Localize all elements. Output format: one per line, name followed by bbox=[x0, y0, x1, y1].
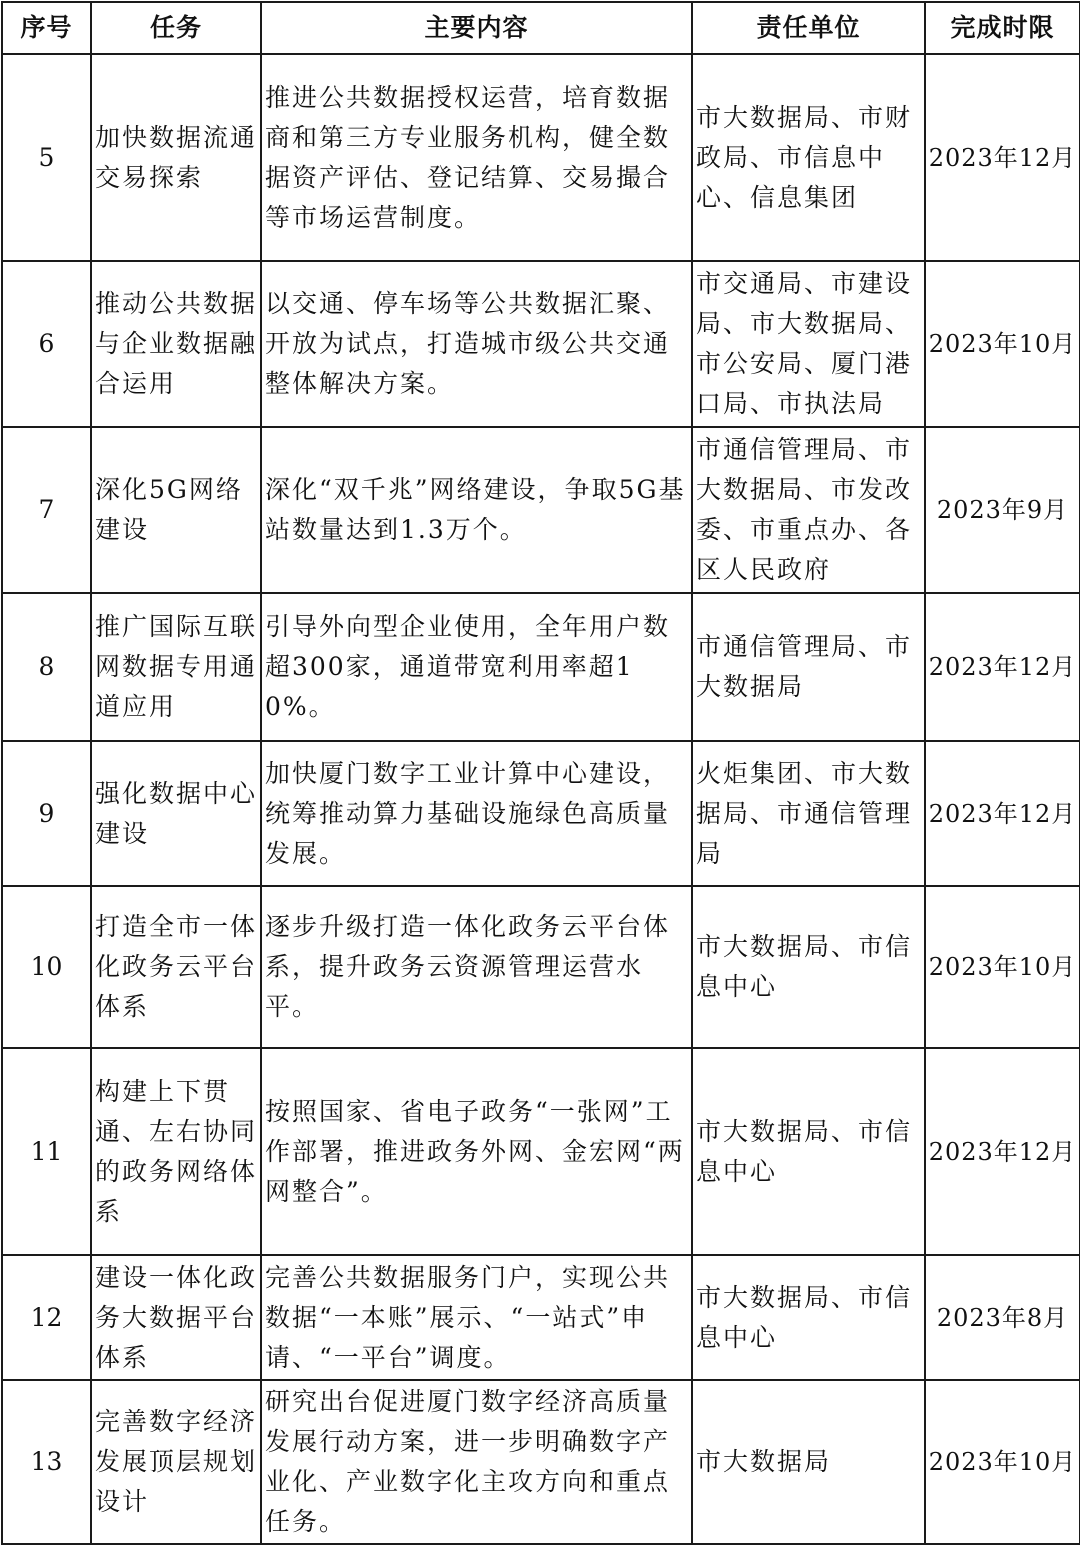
deadline-cell: 2023年9月 bbox=[925, 427, 1080, 593]
content-cell: 加快厦门数字工业计算中心建设，统筹推动算力基础设施绿色高质量发展。 bbox=[261, 741, 692, 886]
content-cell: 逐步升级打造一体化政务云平台体系，提升政务云资源管理运营水平。 bbox=[261, 886, 692, 1048]
task-cell: 深化5G网络建设 bbox=[91, 427, 261, 593]
deadline-cell: 2023年12月 bbox=[925, 741, 1080, 886]
task-cell: 构建上下贯通、左右协同的政务网络体系 bbox=[91, 1048, 261, 1255]
header-row bbox=[2, 2, 1080, 54]
table-row bbox=[2, 261, 1080, 427]
dept-cell: 市大数据局、市信息中心 bbox=[692, 1048, 925, 1255]
dept-cell: 市大数据局、市信息中心 bbox=[692, 886, 925, 1048]
content-cell: 引导外向型企业使用，全年用户数超300家，通道带宽利用率超10%。 bbox=[261, 593, 692, 741]
table-row bbox=[2, 1380, 1080, 1544]
task-cell: 推广国际互联网数据专用通道应用 bbox=[91, 593, 261, 741]
task-cell: 强化数据中心建设 bbox=[91, 741, 261, 886]
content-cell: 以交通、停车场等公共数据汇聚、开放为试点，打造城市级公共交通整体解决方案。 bbox=[261, 261, 692, 427]
dept-cell: 市大数据局 bbox=[692, 1380, 925, 1544]
dept-cell: 火炬集团、市大数据局、市通信管理局 bbox=[692, 741, 925, 886]
row-number: 12 bbox=[2, 1255, 91, 1380]
header-deadline: 完成时限 bbox=[925, 2, 1080, 54]
row-number: 11 bbox=[2, 1048, 91, 1255]
task-cell: 完善数字经济发展顶层规划设计 bbox=[91, 1380, 261, 1544]
deadline-cell: 2023年12月 bbox=[925, 593, 1080, 741]
deadline-cell: 2023年8月 bbox=[925, 1255, 1080, 1380]
deadline-cell: 2023年12月 bbox=[925, 1048, 1080, 1255]
content-cell: 深化“双千兆”网络建设，争取5G基站数量达到1.3万个。 bbox=[261, 427, 692, 593]
row-number: 10 bbox=[2, 886, 91, 1048]
table-row bbox=[2, 1048, 1080, 1255]
task-cell: 加快数据流通交易探索 bbox=[91, 54, 261, 261]
deadline-cell: 2023年12月 bbox=[925, 54, 1080, 261]
dept-cell: 市通信管理局、市大数据局 bbox=[692, 593, 925, 741]
content-cell: 推进公共数据授权运营，培育数据商和第三方专业服务机构，健全数据资产评估、登记结算、交易撮合等市场运营制度。 bbox=[261, 54, 692, 261]
header-dept: 责任单位 bbox=[692, 2, 925, 54]
dept-cell: 市交通局、市建设局、市大数据局、市公安局、厦门港口局、市执法局 bbox=[692, 261, 925, 427]
table-row bbox=[2, 1255, 1080, 1380]
row-number: 5 bbox=[2, 54, 91, 261]
dept-cell: 市大数据局、市财政局、市信息中心、信息集团 bbox=[692, 54, 925, 261]
dept-cell: 市大数据局、市信息中心 bbox=[692, 1255, 925, 1380]
deadline-cell: 2023年10月 bbox=[925, 1380, 1080, 1544]
table-row bbox=[2, 54, 1080, 261]
deadline-cell: 2023年10月 bbox=[925, 261, 1080, 427]
row-number: 9 bbox=[2, 741, 91, 886]
row-number: 6 bbox=[2, 261, 91, 427]
task-cell: 推动公共数据与企业数据融合运用 bbox=[91, 261, 261, 427]
table-row bbox=[2, 427, 1080, 593]
content-cell: 研究出台促进厦门数字经济高质量发展行动方案，进一步明确数字产业化、产业数字化主攻方向和重点任务。 bbox=[261, 1380, 692, 1544]
content-cell: 按照国家、省电子政务“一张网”工作部署，推进政务外网、金宏网“两网整合”。 bbox=[261, 1048, 692, 1255]
header-task: 任务 bbox=[91, 2, 261, 54]
table-row bbox=[2, 741, 1080, 886]
header-no: 序号 bbox=[2, 2, 91, 54]
table-row bbox=[2, 886, 1080, 1048]
row-number: 13 bbox=[2, 1380, 91, 1544]
row-number: 8 bbox=[2, 593, 91, 741]
content-cell: 完善公共数据服务门户，实现公共数据“一本账”展示、“一站式”申请、“一平台”调度。 bbox=[261, 1255, 692, 1380]
task-cell: 建设一体化政务大数据平台体系 bbox=[91, 1255, 261, 1380]
task-table bbox=[1, 1, 1080, 1545]
row-number: 7 bbox=[2, 427, 91, 593]
task-cell: 打造全市一体化政务云平台体系 bbox=[91, 886, 261, 1048]
table-row bbox=[2, 593, 1080, 741]
deadline-cell: 2023年10月 bbox=[925, 886, 1080, 1048]
header-content: 主要内容 bbox=[261, 2, 692, 54]
dept-cell: 市通信管理局、市大数据局、市发改委、市重点办、各区人民政府 bbox=[692, 427, 925, 593]
